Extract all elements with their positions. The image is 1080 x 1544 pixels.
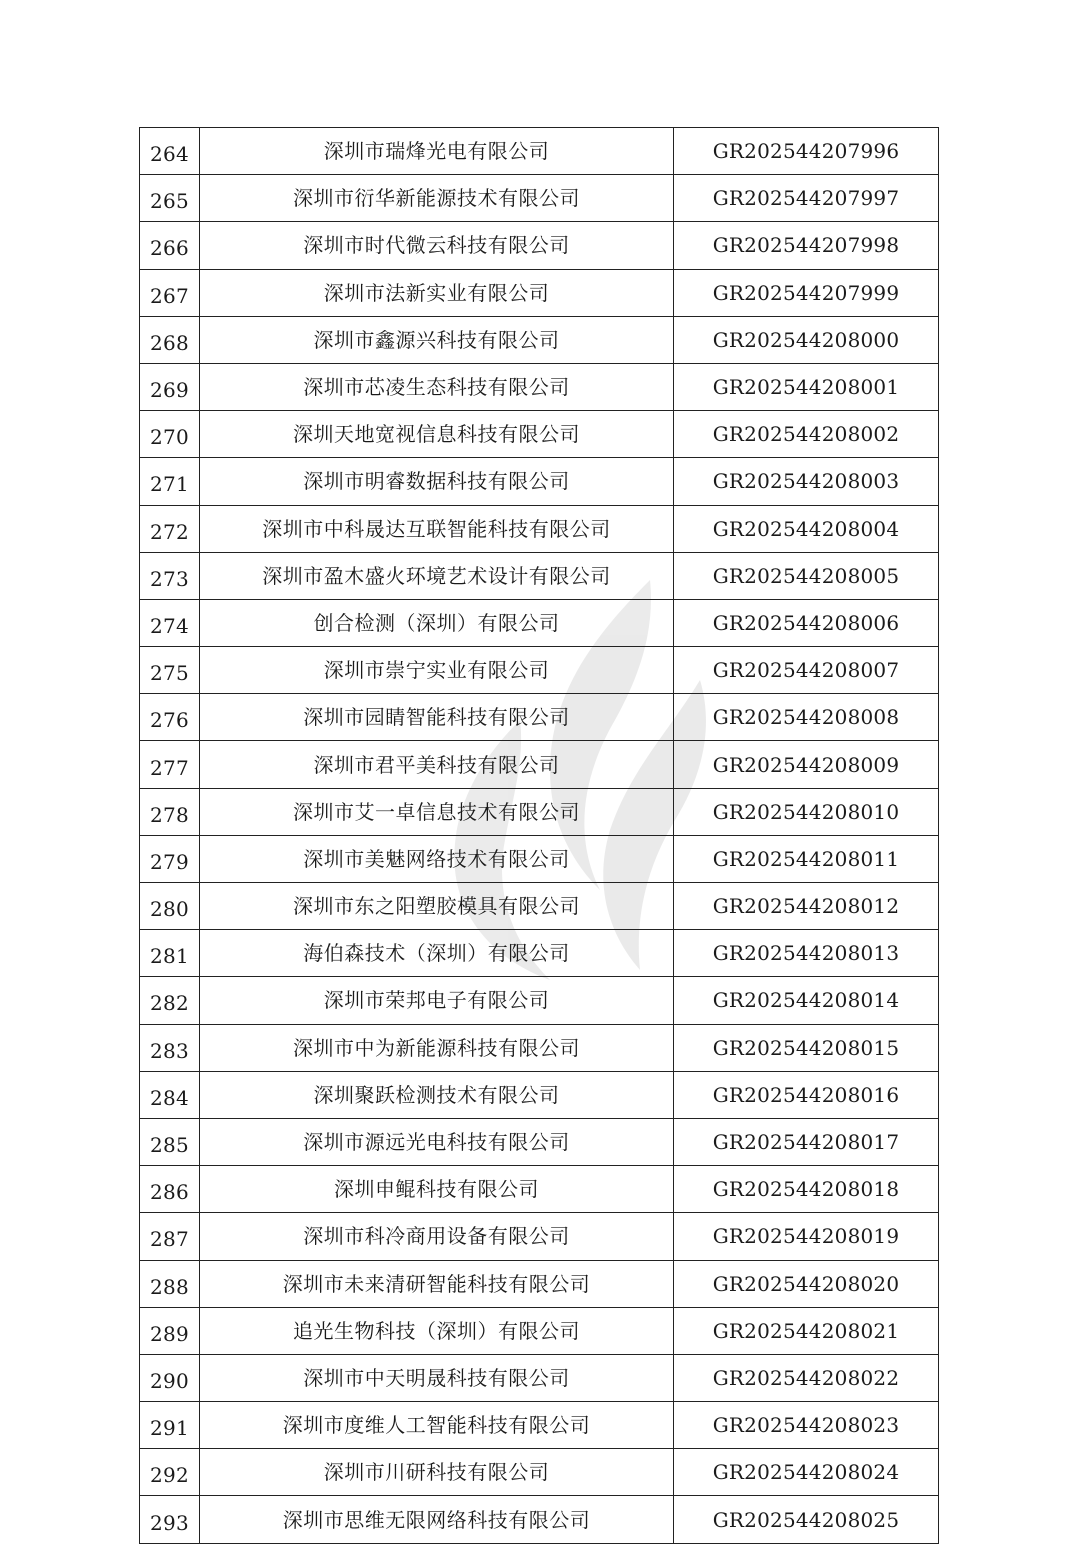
table-row	[140, 1449, 939, 1496]
row-index-cell: 264	[140, 128, 200, 175]
certificate-number-cell: GR202544207999	[674, 269, 939, 316]
certificate-number-cell: GR202544208019	[674, 1213, 939, 1260]
company-name-cell: 深圳市荣邦电子有限公司	[200, 977, 674, 1024]
certificate-number-cell: GR202544208022	[674, 1354, 939, 1401]
certificate-number-cell: GR202544208010	[674, 788, 939, 835]
row-index-cell: 282	[140, 977, 200, 1024]
company-name-cell: 深圳市衍华新能源技术有限公司	[200, 175, 674, 222]
row-index-cell: 269	[140, 363, 200, 410]
row-index-cell: 268	[140, 316, 200, 363]
table-row	[140, 977, 939, 1024]
company-name-cell: 深圳市明睿数据科技有限公司	[200, 458, 674, 505]
company-name-cell: 深圳申鲲科技有限公司	[200, 1166, 674, 1213]
table-row	[140, 175, 939, 222]
certificate-number-cell: GR202544208003	[674, 458, 939, 505]
certificate-number-cell: GR202544208008	[674, 694, 939, 741]
company-name-cell: 深圳市时代微云科技有限公司	[200, 222, 674, 269]
certificate-number-cell: GR202544208001	[674, 363, 939, 410]
company-name-cell: 深圳市君平美科技有限公司	[200, 741, 674, 788]
table-row	[140, 883, 939, 930]
table-row	[140, 1118, 939, 1165]
table-row	[140, 128, 939, 175]
certificate-number-cell: GR202544207997	[674, 175, 939, 222]
row-index-cell: 284	[140, 1071, 200, 1118]
certificate-number-cell: GR202544208007	[674, 647, 939, 694]
table-body	[140, 128, 939, 1544]
row-index-cell: 283	[140, 1024, 200, 1071]
company-name-cell: 深圳市科冷商用设备有限公司	[200, 1213, 674, 1260]
certificate-number-cell: GR202544208023	[674, 1402, 939, 1449]
table-row	[140, 1307, 939, 1354]
company-name-cell: 深圳市川研科技有限公司	[200, 1449, 674, 1496]
table-row	[140, 363, 939, 410]
company-name-cell: 深圳市美魅网络技术有限公司	[200, 835, 674, 882]
certificate-number-cell: GR202544208011	[674, 835, 939, 882]
table-row	[140, 1166, 939, 1213]
table-row	[140, 505, 939, 552]
certificate-register-table	[139, 127, 939, 1544]
table-row	[140, 552, 939, 599]
certificate-number-cell: GR202544208015	[674, 1024, 939, 1071]
certificate-number-cell: GR202544208002	[674, 411, 939, 458]
table-row	[140, 458, 939, 505]
company-name-cell: 深圳天地宽视信息科技有限公司	[200, 411, 674, 458]
certificate-number-cell: GR202544207996	[674, 128, 939, 175]
certificate-number-cell: GR202544208004	[674, 505, 939, 552]
certificate-number-cell: GR202544208017	[674, 1118, 939, 1165]
row-index-cell: 276	[140, 694, 200, 741]
certificate-number-cell: GR202544208021	[674, 1307, 939, 1354]
table-row	[140, 316, 939, 363]
company-name-cell: 深圳市未来清研智能科技有限公司	[200, 1260, 674, 1307]
table-row	[140, 1496, 939, 1543]
row-index-cell: 285	[140, 1118, 200, 1165]
certificate-number-cell: GR202544208014	[674, 977, 939, 1024]
certificate-number-cell: GR202544208020	[674, 1260, 939, 1307]
table-row	[140, 835, 939, 882]
row-index-cell: 279	[140, 835, 200, 882]
table-row	[140, 1354, 939, 1401]
table-row	[140, 411, 939, 458]
row-index-cell: 272	[140, 505, 200, 552]
row-index-cell: 273	[140, 552, 200, 599]
company-name-cell: 追光生物科技（深圳）有限公司	[200, 1307, 674, 1354]
company-name-cell: 深圳市中科晟达互联智能科技有限公司	[200, 505, 674, 552]
table-row	[140, 1071, 939, 1118]
row-index-cell: 271	[140, 458, 200, 505]
certificate-number-cell: GR202544208018	[674, 1166, 939, 1213]
row-index-cell: 274	[140, 599, 200, 646]
company-name-cell: 深圳市盈木盛火环境艺术设计有限公司	[200, 552, 674, 599]
company-name-cell: 深圳市法新实业有限公司	[200, 269, 674, 316]
company-name-cell: 深圳市源远光电科技有限公司	[200, 1118, 674, 1165]
row-index-cell: 275	[140, 647, 200, 694]
table-row	[140, 741, 939, 788]
company-name-cell: 深圳市度维人工智能科技有限公司	[200, 1402, 674, 1449]
certificate-number-cell: GR202544207998	[674, 222, 939, 269]
row-index-cell: 293	[140, 1496, 200, 1543]
table-row	[140, 1260, 939, 1307]
certificate-number-cell: GR202544208012	[674, 883, 939, 930]
row-index-cell: 270	[140, 411, 200, 458]
row-index-cell: 266	[140, 222, 200, 269]
row-index-cell: 265	[140, 175, 200, 222]
row-index-cell: 278	[140, 788, 200, 835]
company-name-cell: 深圳市东之阳塑胶模具有限公司	[200, 883, 674, 930]
row-index-cell: 292	[140, 1449, 200, 1496]
row-index-cell: 289	[140, 1307, 200, 1354]
company-name-cell: 深圳市艾一卓信息技术有限公司	[200, 788, 674, 835]
row-index-cell: 291	[140, 1402, 200, 1449]
certificate-number-cell: GR202544208000	[674, 316, 939, 363]
company-name-cell: 深圳市芯凌生态科技有限公司	[200, 363, 674, 410]
company-name-cell: 深圳市崇宁实业有限公司	[200, 647, 674, 694]
company-name-cell: 深圳聚跃检测技术有限公司	[200, 1071, 674, 1118]
table-row	[140, 1213, 939, 1260]
table-row	[140, 1402, 939, 1449]
table-row	[140, 269, 939, 316]
certificate-number-cell: GR202544208005	[674, 552, 939, 599]
company-name-cell: 深圳市中为新能源科技有限公司	[200, 1024, 674, 1071]
row-index-cell: 281	[140, 930, 200, 977]
certificate-number-cell: GR202544208013	[674, 930, 939, 977]
row-index-cell: 287	[140, 1213, 200, 1260]
row-index-cell: 286	[140, 1166, 200, 1213]
company-name-cell: 深圳市鑫源兴科技有限公司	[200, 316, 674, 363]
table-row	[140, 1024, 939, 1071]
table-row	[140, 930, 939, 977]
table-row	[140, 788, 939, 835]
certificate-number-cell: GR202544208016	[674, 1071, 939, 1118]
table-row	[140, 694, 939, 741]
row-index-cell: 280	[140, 883, 200, 930]
row-index-cell: 288	[140, 1260, 200, 1307]
table-row	[140, 647, 939, 694]
certificate-number-cell: GR202544208024	[674, 1449, 939, 1496]
certificate-number-cell: GR202544208025	[674, 1496, 939, 1543]
table-row	[140, 599, 939, 646]
company-name-cell: 创合检测（深圳）有限公司	[200, 599, 674, 646]
table-row	[140, 222, 939, 269]
certificate-number-cell: GR202544208006	[674, 599, 939, 646]
row-index-cell: 290	[140, 1354, 200, 1401]
row-index-cell: 277	[140, 741, 200, 788]
company-name-cell: 深圳市瑞烽光电有限公司	[200, 128, 674, 175]
certificate-number-cell: GR202544208009	[674, 741, 939, 788]
company-name-cell: 深圳市园睛智能科技有限公司	[200, 694, 674, 741]
company-name-cell: 深圳市中天明晟科技有限公司	[200, 1354, 674, 1401]
row-index-cell: 267	[140, 269, 200, 316]
company-name-cell: 深圳市思维无限网络科技有限公司	[200, 1496, 674, 1543]
company-name-cell: 海伯森技术（深圳）有限公司	[200, 930, 674, 977]
